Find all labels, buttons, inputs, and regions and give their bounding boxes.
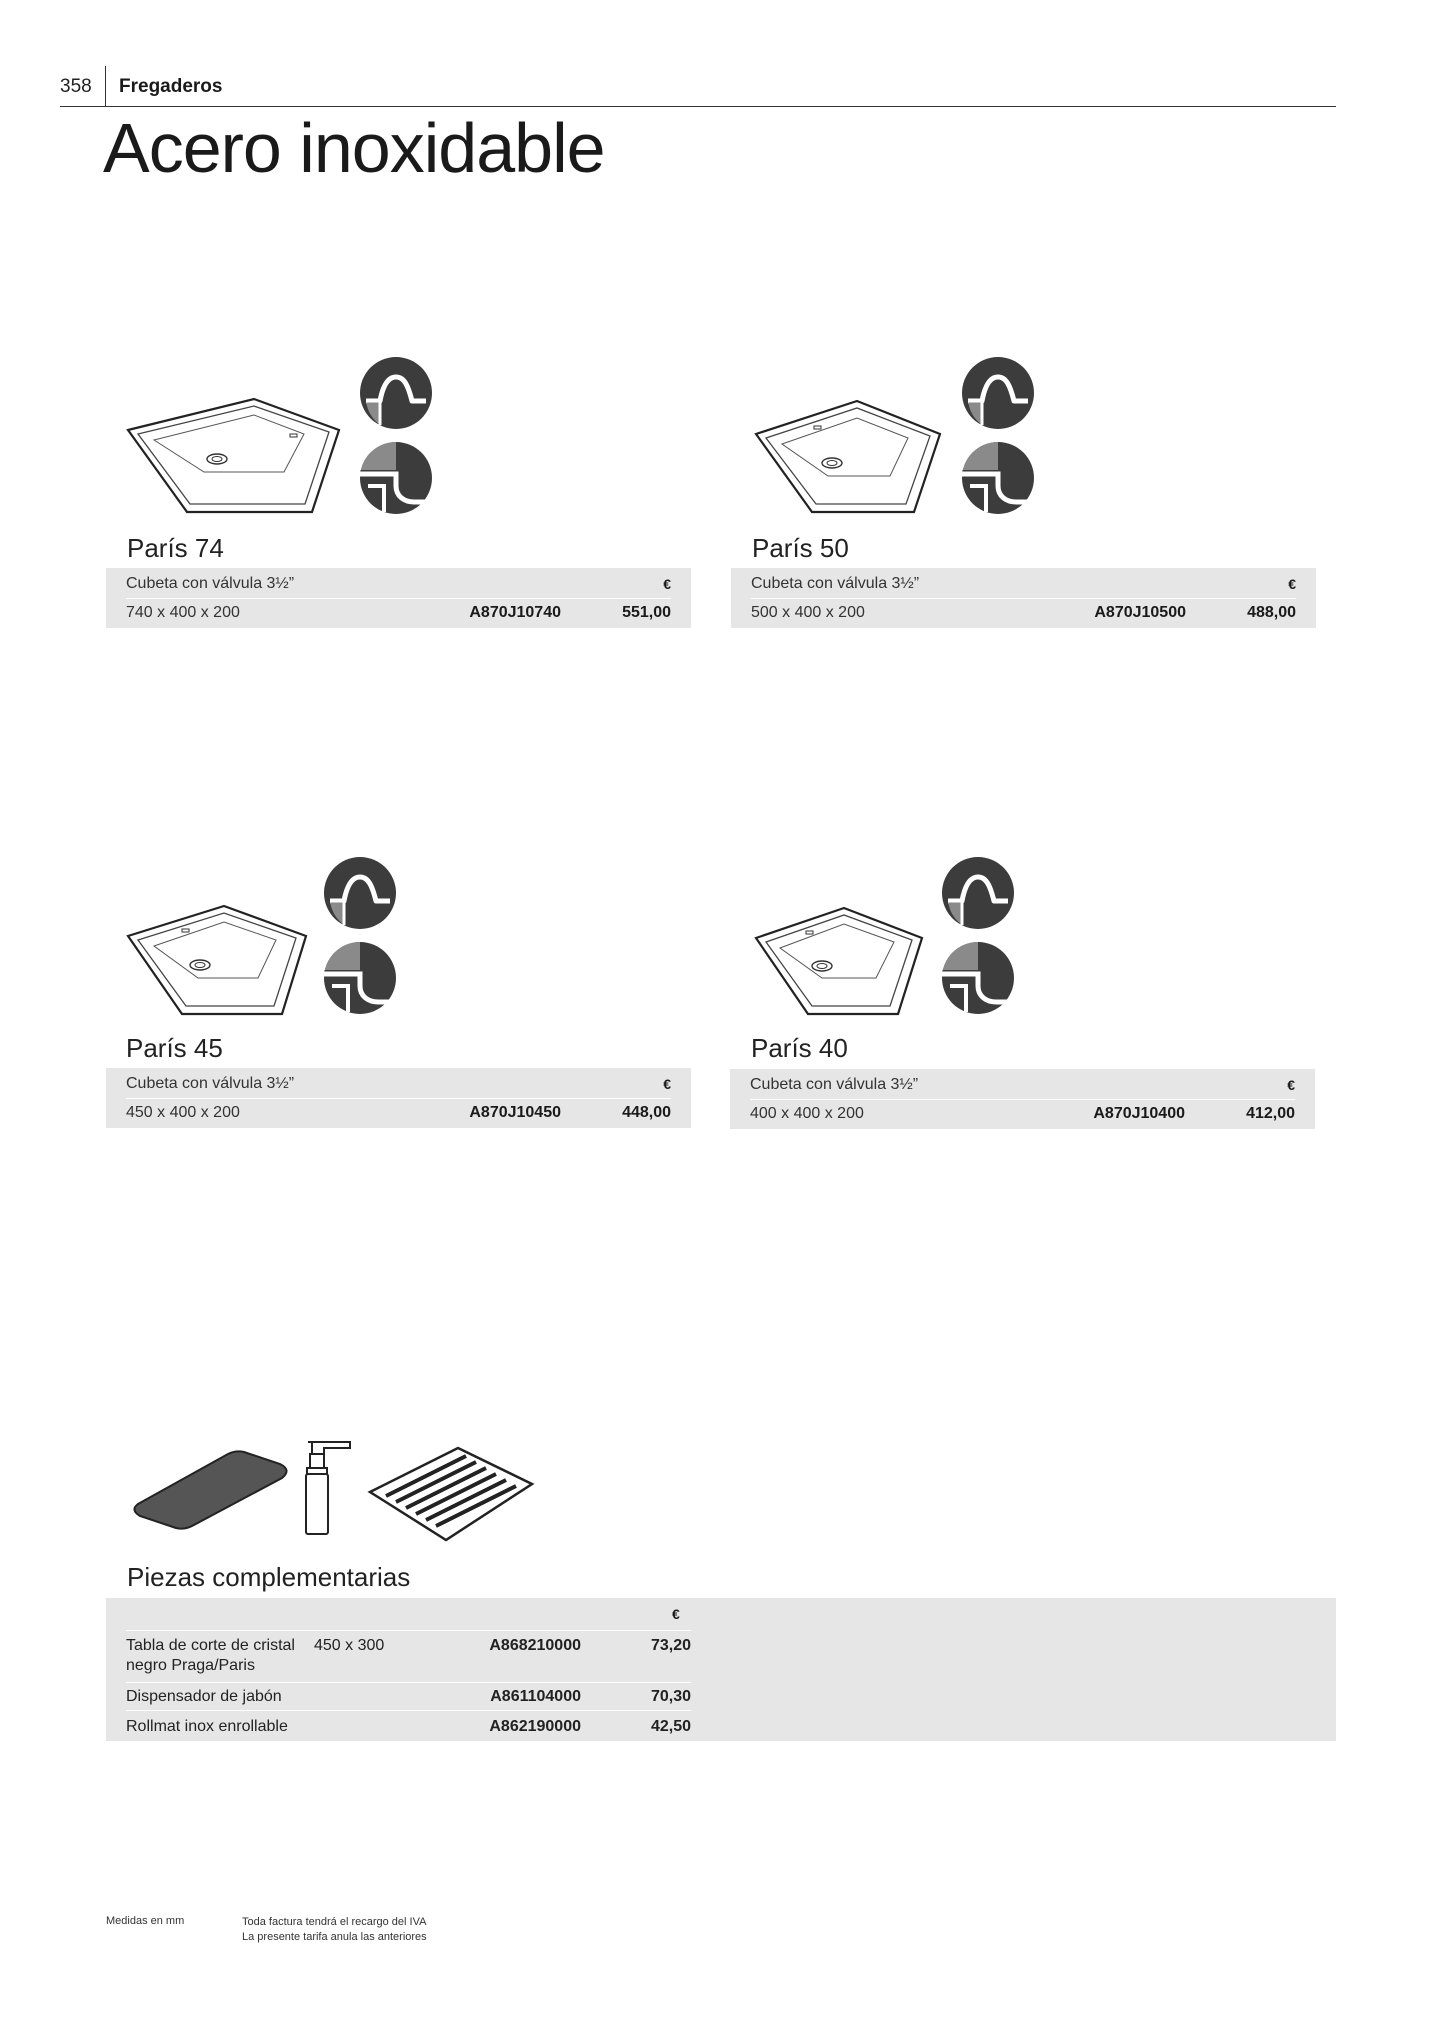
header-divider [105, 66, 106, 106]
overmount-icon [940, 855, 1016, 931]
soap-dispenser-icon [302, 1438, 354, 1538]
footer-note: Medidas en mm [106, 1915, 185, 1927]
currency-label: € [663, 1076, 671, 1092]
product-description: Cubeta con válvula 3½” [126, 1075, 295, 1092]
sink-illustration [752, 904, 924, 1017]
accessory-price: 70,30 [650, 1688, 691, 1705]
currency-label: € [1288, 576, 1296, 592]
accessories-table [106, 1598, 1336, 1741]
product-name: París 45 [126, 1033, 223, 1063]
accessory-name-line2: negro Praga/Paris [126, 1657, 255, 1674]
accessory-code: A862190000 [489, 1718, 581, 1735]
cutting-board-icon [128, 1448, 293, 1530]
product-spec-table [730, 1069, 1315, 1129]
roll-mat-icon [366, 1444, 536, 1544]
sink-illustration [752, 396, 942, 516]
header-rule [60, 106, 1336, 107]
undermount-icon [322, 940, 398, 1016]
undermount-icon [358, 440, 434, 516]
sink-illustration [124, 902, 309, 1017]
product-dimensions: 400 x 400 x 200 [750, 1105, 864, 1122]
currency-label: € [672, 1606, 680, 1622]
product-spec-table [106, 568, 691, 628]
product-dimensions: 500 x 400 x 200 [751, 604, 865, 621]
accessory-code: A861104000 [490, 1688, 581, 1705]
overmount-icon [358, 355, 434, 431]
accessories-title: Piezas complementarias [127, 1562, 411, 1592]
product-description: Cubeta con válvula 3½” [750, 1076, 919, 1093]
accessory-price: 73,20 [650, 1637, 691, 1654]
page-title: Acero inoxidable [103, 109, 605, 187]
product-price: 412,00 [1246, 1105, 1295, 1122]
accessory-name: Tabla de corte de cristal [126, 1637, 295, 1654]
footer-legal [242, 1915, 427, 1945]
product-code: A870J10400 [1093, 1105, 1185, 1122]
undermount-icon [960, 440, 1036, 516]
product-code: A870J10500 [1094, 604, 1186, 621]
product-name: París 74 [127, 533, 224, 563]
accessory-name: Rollmat inox enrollable [126, 1718, 288, 1735]
product-code: A870J10740 [469, 604, 561, 621]
accessory-dimensions: 450 x 300 [314, 1637, 385, 1654]
product-description: Cubeta con válvula 3½” [751, 575, 920, 592]
currency-label: € [1287, 1077, 1295, 1093]
product-price: 551,00 [622, 604, 671, 621]
product-dimensions: 740 x 400 x 200 [126, 604, 240, 621]
page-number: 358 [60, 76, 92, 97]
undermount-icon [940, 940, 1016, 1016]
product-name: París 40 [751, 1033, 848, 1063]
overmount-icon [960, 355, 1036, 431]
product-code: A870J10450 [469, 1104, 561, 1121]
section-title: Fregaderos [119, 76, 223, 97]
sink-illustration [124, 394, 344, 516]
accessory-name: Dispensador de jabón [126, 1688, 282, 1705]
footer-legal-line: Toda factura tendrá el recargo del IVA [242, 1916, 427, 1928]
currency-label: € [663, 576, 671, 592]
accessory-code: A868210000 [489, 1637, 581, 1654]
product-name: París 50 [752, 533, 849, 563]
footer-legal-line: La presente tarifa anula las anteriores [242, 1931, 427, 1943]
product-spec-table [106, 1068, 691, 1128]
product-spec-table [731, 568, 1316, 628]
product-description: Cubeta con válvula 3½” [126, 575, 295, 592]
overmount-icon [322, 855, 398, 931]
product-price: 488,00 [1247, 604, 1296, 621]
product-price: 448,00 [622, 1104, 671, 1121]
accessory-price: 42,50 [650, 1718, 691, 1735]
product-dimensions: 450 x 400 x 200 [126, 1104, 240, 1121]
